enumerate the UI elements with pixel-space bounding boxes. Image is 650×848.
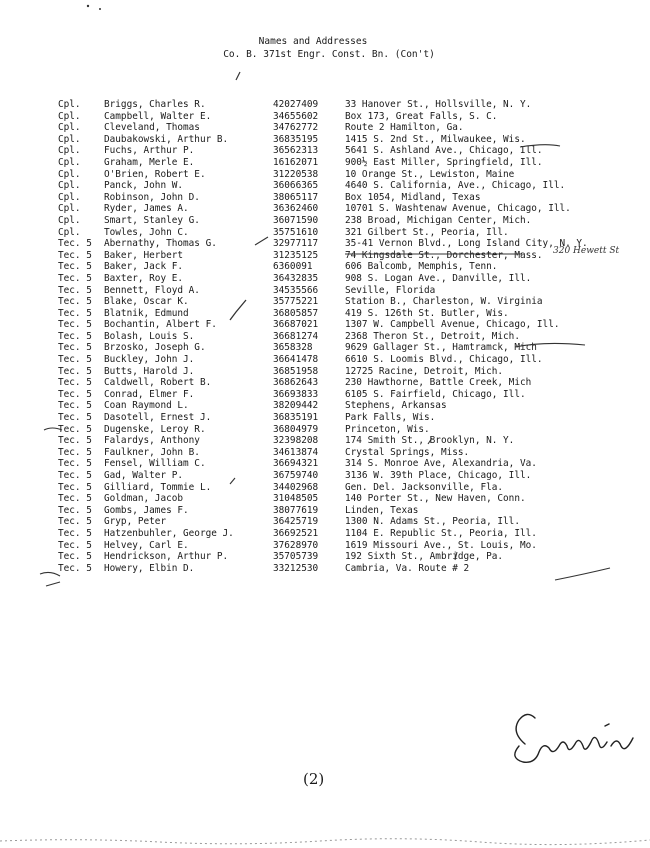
roster-row [58, 447, 638, 459]
address-cell: 419 S. 126th St. Butler, Wis. [345, 307, 509, 319]
address-cell: Cambria, Va. Route # 2 [345, 562, 470, 574]
address-cell: Box 1054, Midland, Texas [345, 191, 481, 203]
rank-cell: Tec. 5 [58, 272, 92, 284]
name-cell: Gombs, James F. [104, 504, 189, 516]
serial-cell: 36681274 [273, 330, 319, 342]
address-cell: 1300 N. Adams St., Peoria, Ill. [345, 516, 520, 528]
address-cell: Station B., Charleston, W. Virginia [345, 296, 543, 308]
name-cell: Briggs, Charles R. [104, 99, 206, 110]
address-cell: 10 Orange St., Lewiston, Maine [345, 168, 515, 180]
name-cell: Daubakowski, Arthur B. [104, 133, 229, 145]
roster-row [58, 180, 638, 192]
document-subtitle: Co. B. 371st Engr. Const. Bn. (Con't) [223, 49, 435, 60]
address-cell: 230 Hawthorne, Battle Creek, Mich [345, 377, 532, 389]
rank-cell: Tec. 5 [58, 400, 92, 412]
address-cell: 6610 S. Loomis Blvd., Chicago, Ill. [345, 354, 543, 366]
serial-cell: 36693833 [273, 388, 319, 400]
roster-row [58, 308, 638, 320]
roster-row [58, 482, 638, 494]
serial-cell: 34613874 [273, 446, 319, 458]
rank-cell: Tec. 5 [58, 551, 92, 563]
name-cell: Blake, Oscar K. [104, 296, 189, 308]
rank-cell: Tec. 5 [58, 261, 92, 273]
roster-row [58, 285, 638, 297]
serial-cell: 34535566 [273, 284, 319, 296]
roster-row [58, 99, 638, 111]
rank-cell: Tec. 5 [58, 481, 92, 493]
serial-cell: 36759740 [273, 470, 319, 481]
rank-cell: Tec. 5 [58, 377, 92, 389]
address-cell: 35-41 Vernon Blvd., Long Island City, N. Y. [345, 238, 588, 250]
page-number: (2) [303, 770, 325, 788]
roster-list [58, 99, 638, 574]
serial-cell: 35775221 [273, 296, 319, 308]
name-cell: Howery, Elbin D. [104, 562, 195, 574]
serial-cell: 32977117 [273, 238, 319, 250]
roster-row [58, 354, 638, 366]
rank-cell: Tec. 5 [58, 504, 92, 516]
rank-cell: Cpl. [58, 133, 81, 145]
name-cell: Campbell, Walter E. [104, 110, 212, 122]
serial-cell: 36851958 [273, 365, 319, 377]
serial-cell: 33212530 [273, 562, 319, 574]
serial-cell: 16162071 [273, 156, 319, 168]
address-cell: 12725 Racine, Detroit, Mich. [345, 365, 504, 377]
rank-cell: Tec. 5 [58, 493, 92, 505]
address-cell: Princeton, Wis. [345, 423, 430, 435]
address-cell: 192 Sixth St., Ambridge, Pa. [345, 551, 504, 563]
roster-row [58, 157, 638, 169]
left-arrow [46, 582, 60, 586]
serial-cell: 34655602 [273, 110, 319, 122]
rank-cell: Tec. 5 [58, 446, 92, 458]
serial-cell: 36694321 [273, 458, 319, 470]
name-cell: Gryp, Peter [104, 516, 167, 528]
roster-row [58, 505, 638, 517]
rank-cell: Tec. 5 [58, 284, 92, 296]
name-cell: Gad, Walter P. [104, 470, 184, 481]
roster-row [58, 458, 638, 470]
rank-cell: Tec. 5 [58, 330, 92, 342]
serial-cell: 34762772 [273, 122, 319, 134]
name-cell: Blatnik, Edmund [104, 307, 189, 319]
rank-cell: Tec. 5 [58, 527, 92, 539]
name-cell: Dasotell, Ernest J. [104, 412, 212, 424]
address-cell: Route 2 Hamilton, Ga. [345, 122, 464, 134]
roster-row [58, 331, 638, 343]
name-cell: Bolash, Louis S. [104, 330, 195, 342]
name-cell: Butts, Harold J. [104, 365, 195, 377]
address-cell: 9629 Gallager St., Hamtramck, Mich [345, 342, 537, 354]
name-cell: Fensel, William C. [104, 458, 206, 470]
serial-cell: 36071590 [273, 214, 319, 226]
address-cell: Linden, Texas [345, 504, 419, 516]
name-cell: Goldman, Jacob [104, 493, 184, 505]
roster-row [58, 366, 638, 378]
name-cell: Ryder, James A. [104, 203, 189, 215]
rank-cell: Cpl. [58, 156, 81, 168]
roster-row [58, 342, 638, 354]
address-cell: Park Falls, Wis. [345, 412, 436, 424]
roster-row [58, 111, 638, 123]
serial-cell: 36066365 [273, 180, 319, 192]
address-cell: 2368 Theron St., Detroit, Mich. [345, 330, 520, 342]
serial-cell: 37628970 [273, 539, 319, 551]
roster-row [58, 296, 638, 308]
address-cell: 238 Broad, Michigan Center, Mich. [345, 214, 532, 226]
address-cell: 314 S. Monroe Ave, Alexandria, Va. [345, 458, 537, 470]
rank-cell: Tec. 5 [58, 365, 92, 377]
serial-cell: 36862643 [273, 377, 319, 389]
rank-cell: Tec. 5 [58, 249, 92, 261]
address-cell: 6105 S. Fairfield, Chicago, Ill. [345, 388, 526, 400]
address-cell: Crystal Springs, Miss. [345, 446, 470, 458]
serial-cell: 36425719 [273, 516, 319, 528]
roster-row [58, 400, 638, 412]
rank-cell: Cpl. [58, 110, 81, 122]
roster-row [58, 551, 638, 563]
roster-row [58, 169, 638, 181]
rank-cell: Tec. 5 [58, 470, 92, 481]
rank-cell: Tec. 5 [58, 319, 92, 331]
rank-cell: Tec. 5 [58, 423, 92, 435]
name-cell: Panck, John W. [104, 180, 184, 192]
rank-cell: Tec. 5 [58, 516, 92, 528]
address-cell: 74 Kingsdale St., Dorchester, Mass. [345, 249, 543, 261]
roster-row [58, 412, 638, 424]
scan-speck [87, 5, 89, 7]
rank-cell: Cpl. [58, 203, 81, 215]
name-cell: Hatzenbuhler, George J. [104, 527, 234, 539]
serial-cell: 42027409 [273, 99, 319, 110]
roster-row [58, 563, 638, 575]
serial-cell: 36805857 [273, 307, 319, 319]
name-cell: Robinson, John D. [104, 191, 200, 203]
address-cell: 33 Hanover St., Hollsville, N. Y. [345, 99, 532, 110]
address-cell: 1415 S. 2nd St., Milwaukee, Wis. [345, 133, 526, 145]
name-cell: Faulkner, John B. [104, 446, 200, 458]
rank-cell: Cpl. [58, 168, 81, 180]
name-cell: Gilliard, Tommie L. [104, 481, 212, 493]
address-cell: 5641 S. Ashland Ave., Chicago, Ill. [345, 145, 543, 157]
roster-row [58, 540, 638, 552]
roster-row [58, 145, 638, 157]
address-cell: 321 Gilbert St., Peoria, Ill. [345, 226, 509, 238]
name-cell: Bochantin, Albert F. [104, 319, 217, 331]
serial-cell: 36432835 [273, 272, 319, 284]
rank-cell: Cpl. [58, 99, 81, 110]
rank-cell: Cpl. [58, 226, 81, 238]
left-arrow [40, 572, 60, 576]
rank-cell: Cpl. [58, 180, 81, 192]
serial-cell: 35751610 [273, 226, 319, 238]
serial-cell: 36562313 [273, 145, 319, 157]
roster-row [58, 273, 638, 285]
name-cell: Graham, Merle E. [104, 156, 195, 168]
serial-cell: 36692521 [273, 527, 319, 539]
rank-cell: Tec. 5 [58, 342, 92, 354]
scan-speck [99, 8, 101, 10]
roster-row [58, 192, 638, 204]
roster-row [58, 377, 638, 389]
serial-cell: 36835191 [273, 412, 319, 424]
name-cell: Caldwell, Robert B. [104, 377, 212, 389]
rank-cell: Cpl. [58, 122, 81, 134]
roster-row [58, 227, 638, 239]
address-cell: 908 S. Logan Ave., Danville, Ill. [345, 272, 532, 284]
roster-row [58, 528, 638, 540]
serial-cell: 34402968 [273, 481, 319, 493]
address-cell: 174 Smith St., Brooklyn, N. Y. [345, 435, 515, 447]
name-cell: Fuchs, Arthur P. [104, 145, 195, 157]
roster-row [58, 238, 638, 250]
name-cell: Baxter, Roy E. [104, 272, 184, 284]
name-cell: Coan Raymond L. [104, 400, 189, 412]
roster-row [58, 470, 638, 482]
name-cell: Hendrickson, Arthur P. [104, 551, 229, 563]
rank-cell: Tec. 5 [58, 539, 92, 551]
name-cell: Baker, Herbert [104, 249, 184, 261]
serial-cell: 38209442 [273, 400, 319, 412]
rank-cell: Cpl. [58, 191, 81, 203]
signature-image [505, 702, 641, 772]
name-cell: Abernathy, Thomas G. [104, 238, 217, 250]
serial-cell: 36687021 [273, 319, 319, 331]
document-title: Names and Addresses [258, 36, 368, 47]
roster-row [58, 493, 638, 505]
address-cell: Seville, Florida [345, 284, 436, 296]
serial-cell: 32398208 [273, 435, 319, 447]
roster-row [58, 435, 638, 447]
roster-row [58, 122, 638, 134]
name-cell: Cleveland, Thomas [104, 122, 200, 134]
serial-cell: 36835195 [273, 133, 319, 145]
name-cell: O'Brien, Robert E. [104, 168, 206, 180]
name-cell: Baker, Jack F. [104, 261, 184, 273]
serial-cell: 36362460 [273, 203, 319, 215]
address-cell: 140 Porter St., New Haven, Conn. [345, 493, 526, 505]
rank-cell: Tec. 5 [58, 238, 92, 250]
address-cell: 10701 S. Washtenaw Avenue, Chicago, Ill. [345, 203, 571, 215]
address-cell: 1307 W. Campbell Avenue, Chicago, Ill. [345, 319, 560, 331]
name-cell: Bennett, Floyd A. [104, 284, 200, 296]
serial-cell: 31220538 [273, 168, 319, 180]
address-cell: 1104 E. Republic St., Peoria, Ill. [345, 527, 537, 539]
name-cell: Helvey, Carl E. [104, 539, 189, 551]
name-cell: Smart, Stanley G. [104, 214, 200, 226]
roster-row [58, 203, 638, 215]
rank-cell: Tec. 5 [58, 435, 92, 447]
address-cell: 900½ East Miller, Springfield, Ill. [345, 156, 543, 168]
serial-cell: 31048505 [273, 493, 319, 505]
rank-cell: Tec. 5 [58, 354, 92, 366]
scan-edge-noise [0, 833, 650, 848]
address-cell: 4640 S. California, Ave., Chicago, Ill. [345, 180, 566, 192]
address-cell: 1619 Missouri Ave., St. Louis, Mo. [345, 539, 537, 551]
address-cell: 606 Balcomb, Memphis, Tenn. [345, 261, 498, 273]
serial-cell: 6360091 [273, 261, 313, 273]
name-cell: Brzosko, Joseph G. [104, 342, 206, 354]
roster-row [58, 215, 638, 227]
roster-row [58, 389, 638, 401]
name-cell: Dugenske, Leroy R. [104, 423, 206, 435]
rank-cell: Tec. 5 [58, 307, 92, 319]
rank-cell: Cpl. [58, 145, 81, 157]
serial-cell: 38077619 [273, 504, 319, 516]
serial-cell: 3658328 [273, 342, 313, 354]
name-cell: Towles, John C. [104, 226, 189, 238]
address-cell: Box 173, Great Falls, S. C. [345, 110, 498, 122]
roster-row [58, 424, 638, 436]
address-cell: Stephens, Arkansas [345, 400, 447, 412]
serial-cell: 36641478 [273, 354, 319, 366]
handwritten-note: 320 Hewett St [553, 246, 620, 256]
serial-cell: 36804979 [273, 423, 319, 435]
name-cell: Buckley, John J. [104, 354, 195, 366]
name-cell: Conrad, Elmer F. [104, 388, 195, 400]
serial-cell: 35705739 [273, 551, 319, 563]
rank-cell: Tec. 5 [58, 388, 92, 400]
serial-cell: 38065117 [273, 191, 319, 203]
roster-row [58, 516, 638, 528]
rank-cell: Tec. 5 [58, 458, 92, 470]
address-cell: 3136 W. 39th Place, Chicago, Ill. [345, 470, 532, 481]
pen-tick [236, 72, 240, 80]
rank-cell: Tec. 5 [58, 562, 92, 574]
rank-cell: Tec. 5 [58, 412, 92, 424]
roster-row [58, 250, 638, 262]
roster-row [58, 134, 638, 146]
roster-row [58, 261, 638, 273]
address-cell: Gen. Del. Jacksonville, Fla. [345, 481, 504, 493]
serial-cell: 31235125 [273, 249, 319, 261]
rank-cell: Tec. 5 [58, 296, 92, 308]
rank-cell: Cpl. [58, 214, 81, 226]
roster-row [58, 319, 638, 331]
name-cell: Falardys, Anthony [104, 435, 200, 447]
